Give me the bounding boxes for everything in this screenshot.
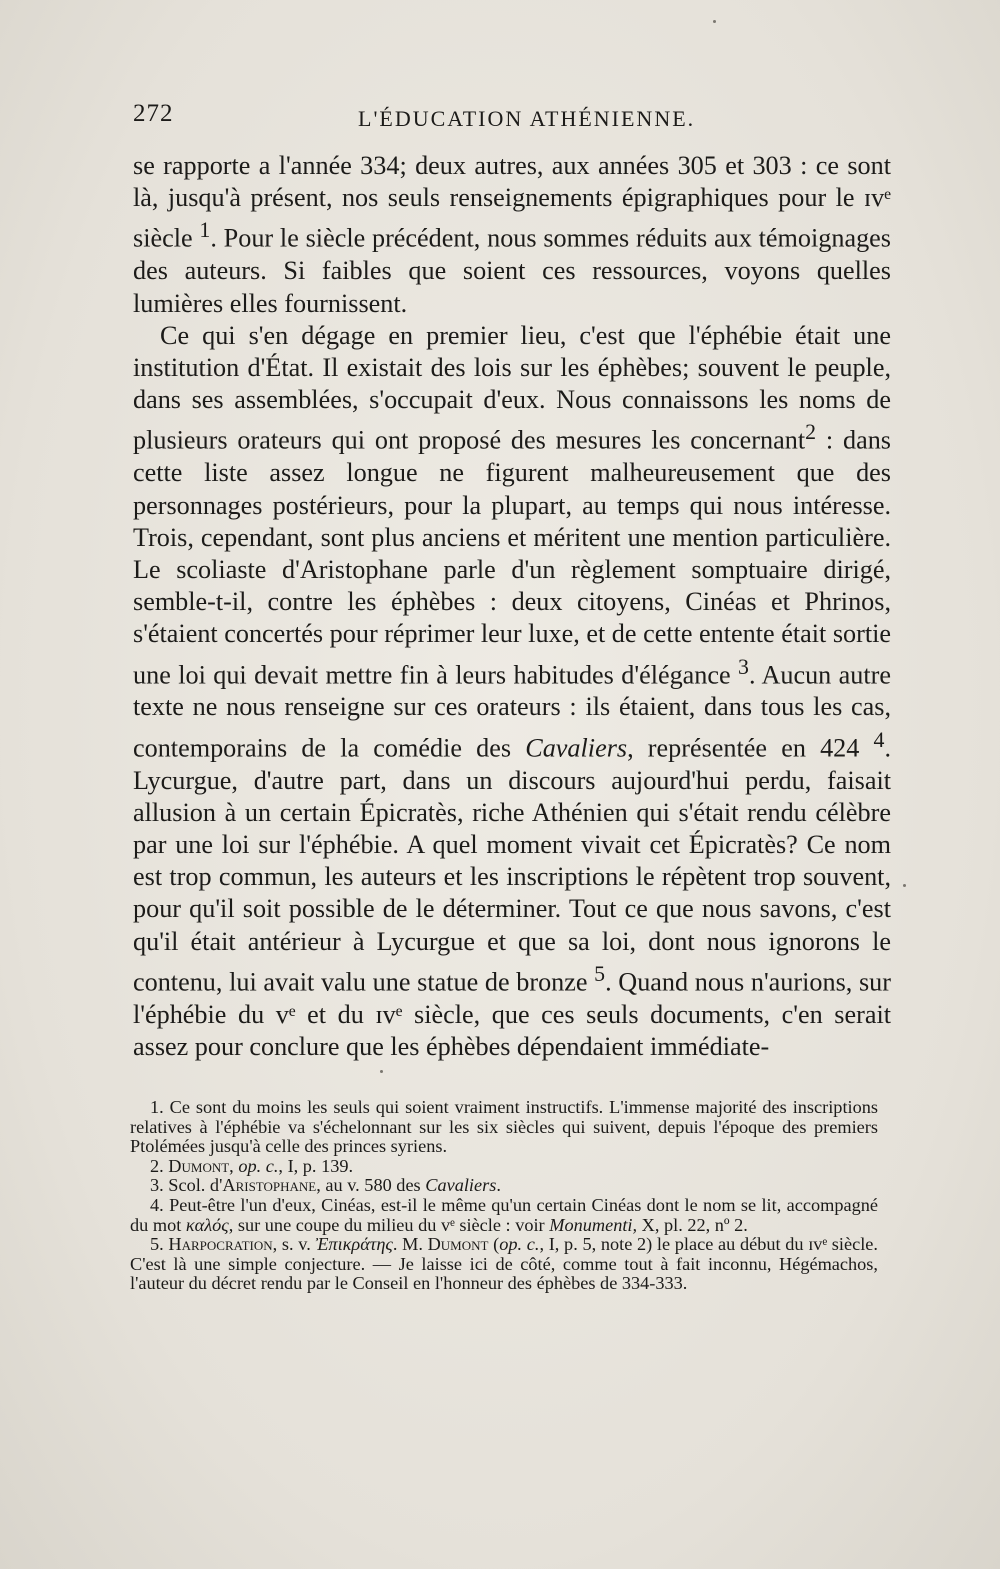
text-run: : dans cette liste assez longue ne figurent malheureusement que des personnages postérieurs, pour la plupart, au temps qui nous intéresse. Trois, cependant, sont plus anciens et méritent une mention particulière. Le scoliaste d'Aristophane parle d'un règlement somptuaire dirigé, semble-t-il, contre les éphèbes : deux citoyens, Cinéas et Phrinos, s'étaient concertés pour réprimer leur luxe, et de cette entente était sortie une loi qui devait mettre fin à leurs habitudes d'élégance (133, 426, 891, 690)
work-title: Cavaliers (525, 733, 628, 763)
text-run: siècle (133, 224, 200, 254)
author-name: Dumont (427, 1234, 489, 1255)
text-run: . Lycurgue, d'autre part, dans un discours aujourd'hui perdu, faisait allusion à un certain Épicratès, riche Athénien qui s'était rendu célèbre par une loi sur l'éphébie. A quel moment vivait cet Épicratès? Ce nom est trop commun, les auteurs et les inscriptions le répètent trop souvent, pour qu'il soit possible de le déterminer. Tout ce que nous savons, c'est qu'il était antérieur à Lycurgue et que sa loi, dont nous ignorons le contenu, lui avait valu une statue de bronze (133, 733, 891, 997)
running-title: L'ÉDUCATION ATHÉNIENNE. (358, 106, 696, 131)
text-run: et du (295, 999, 376, 1029)
op-cit: op. c. (238, 1155, 279, 1176)
page-header (133, 100, 893, 140)
text-run: , s. v. (272, 1234, 316, 1255)
text-run: Scol. d' (163, 1175, 223, 1196)
paper-speck (713, 20, 716, 23)
text-run: Peut-être l'un d'eux, Cinéas, est-il le même qu'un certain Cinéas dont le nom se lit, accompagné du mot (130, 1194, 878, 1235)
op-cit: op. c. (499, 1234, 540, 1255)
footnote-number: 3. (150, 1175, 164, 1196)
greek-word: Ἐπικράτης (315, 1234, 393, 1255)
main-text (133, 150, 891, 1063)
paragraph-2 (133, 320, 891, 1063)
century-numeral: vᵉ (440, 1214, 455, 1235)
footnote-text: Ce sont du moins les seuls qui soient vraiment instructifs. L'immense majorité des inscriptions relatives à l'éphébie va s'échelonnant sur les six siècles qui suivent, depuis l'époque des premiers Ptolémées jusqu'à celle des princes syriens. (130, 1097, 878, 1157)
century-numeral: ɪvᵉ (808, 1234, 828, 1255)
text-run: , I, p. 139. (278, 1155, 354, 1176)
footnote-ref-2: 2 (805, 420, 817, 445)
text-run: Ce qui s'en dégage en premier lieu, c'est que l'éphébie était une institution d'État. Il existait des lois sur les éphèbes; souvent le peuple, dans ses assemblées, s'occupait d'eux. Nous connaissons les noms de plusieurs orateurs qui ont proposé des mesures les concernant (133, 320, 891, 456)
text-run: X, pl. 22, nº 2. (637, 1214, 748, 1235)
paper-speck (380, 1070, 383, 1073)
text-run: se rapporte a l'année 334; deux autres, aux années 305 et 303 : ce sont là, jusqu'à présent, nos seuls renseignements épigraphiques pour le (133, 151, 891, 213)
work-title: Cavaliers (425, 1175, 497, 1196)
text-run: . M. (392, 1234, 428, 1255)
text-run: . Aucun autre texte ne nous renseigne sur ces orateurs : ils étaient, dans tous les cas, contemporains de la comédie des (133, 660, 891, 763)
footnote-4 (130, 1196, 878, 1235)
century-numeral: vᵉ (275, 999, 296, 1029)
footnote-ref-3: 3 (738, 654, 749, 679)
century-numeral: ɪvᵉ (863, 183, 891, 213)
text-run: . Pour le siècle précédent, nous sommes réduits aux témoignages des auteurs. Si faibles que soient ces ressources, voyons quelles lumières elles fournissent. (133, 224, 891, 318)
footnote-number: 2. (150, 1155, 164, 1176)
page-number: 272 (133, 100, 174, 127)
footnote-number: 1. (150, 1097, 164, 1117)
text-run: , I, p. 5, note 2) le place au début du (539, 1234, 809, 1255)
text-run: ( (488, 1234, 500, 1255)
footnote-ref-4: 4 (873, 727, 885, 752)
footnote-5 (130, 1235, 878, 1294)
text-run: , au v. 580 des (316, 1175, 426, 1196)
footnote-number: 5. (150, 1234, 164, 1255)
work-title: Monumenti, (549, 1214, 638, 1235)
text-run: siècle. C'est là une simple conjecture. — Je laisse ici de côté, comme tout à fait inconnu, Hégémachos, l'auteur du décret rendu par le Conseil en l'honneur des éphèbes de 334-333. (130, 1234, 878, 1294)
text-run: , (229, 1155, 239, 1176)
text-run: . (496, 1175, 501, 1196)
author-name: Dumont (168, 1155, 230, 1176)
century-numeral: ɪvᵉ (375, 999, 403, 1029)
author-name: Harpocration (168, 1234, 273, 1255)
footnotes (130, 1098, 878, 1294)
paragraph-1 (133, 150, 891, 320)
footnote-ref-1: 1 (199, 218, 211, 243)
text-run: siècle : voir (454, 1214, 550, 1235)
footnote-1 (130, 1098, 878, 1157)
text-run: . Quand nous n'aurions, sur l'éphébie du (133, 967, 891, 1029)
paper-speck (903, 884, 906, 887)
footnote-number: 4. (150, 1194, 164, 1215)
text-run: siècle, que ces seuls documents, c'en serait assez pour conclure que les éphèbes dépendaient immédiate- (133, 999, 891, 1061)
author-name: Aristophane (222, 1175, 317, 1196)
footnote-ref-5: 5 (594, 961, 606, 986)
footnote-2 (130, 1157, 878, 1177)
greek-word: καλός (185, 1214, 229, 1235)
footnote-3 (130, 1176, 878, 1196)
text-run: , représentée en 424 (627, 733, 874, 763)
text-run: , sur une coupe du milieu du (228, 1214, 441, 1235)
